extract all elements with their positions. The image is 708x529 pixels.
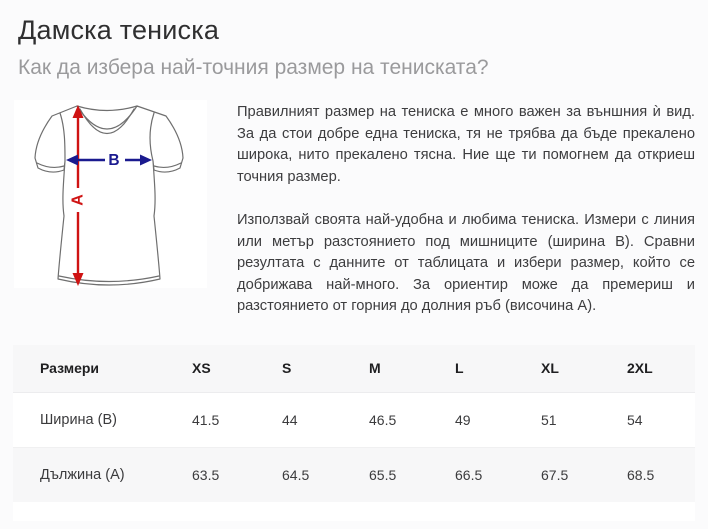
size-cell: 68.5	[627, 466, 655, 483]
table-row-length	[13, 447, 695, 502]
size-cell: 63.5	[192, 466, 220, 483]
column-header-xs: XS	[192, 360, 211, 377]
page-subtitle: Как да избера най-точния размер на тениската?	[18, 56, 489, 79]
size-cell: 44	[282, 411, 298, 428]
size-table	[13, 345, 695, 502]
column-header-2xl: 2XL	[627, 360, 653, 377]
size-cell: 66.5	[455, 466, 483, 483]
column-header-sizes: Размери	[40, 360, 100, 377]
column-header-s: S	[282, 360, 292, 377]
size-cell: 67.5	[541, 466, 569, 483]
tshirt-outline	[35, 106, 183, 285]
page-title: Дамска тениска	[18, 15, 220, 45]
tshirt-diagram	[14, 100, 207, 288]
size-cell: 46.5	[369, 411, 397, 428]
height-arrow-label: A	[69, 194, 87, 206]
intro-paragraph-2: Използвай своята най-удобна и любима тениска. Измери с линия или метър разстоянието под мишниците (ширина B). Сравни резултата с данните от таблицата и избери размер, който се добрижава най-много. За ориентир може да премериш и разстоянието от горния до долния ръб (височина A).	[237, 212, 695, 314]
row-label-length: Дължина (A)	[40, 466, 125, 483]
column-header-l: L	[455, 360, 464, 377]
column-header-m: M	[369, 360, 381, 377]
width-arrow-label: B	[108, 152, 120, 169]
size-cell: 64.5	[282, 466, 310, 483]
intro-text	[237, 100, 695, 340]
column-header-xl: XL	[541, 360, 559, 377]
table-row-width	[13, 392, 695, 447]
size-cell: 54	[627, 411, 643, 428]
size-cell: 41.5	[192, 411, 220, 428]
intro-paragraph-1: Правилният размер на тениска е много важен за външния ѝ вид. За да стои добре една тениска, тя не трябва да бъде прекалено широка, нито прекалено тясна. Ние ще ти помогнем да откриеш точния размер.	[237, 104, 695, 185]
table-bottom-spacer	[13, 502, 695, 521]
row-label-width: Ширина (B)	[40, 411, 117, 428]
size-table-panel	[13, 345, 695, 521]
size-table-header-row	[13, 345, 695, 392]
size-cell: 65.5	[369, 466, 397, 483]
tshirt-measurement-illustration	[14, 100, 207, 288]
content-row	[14, 100, 695, 340]
size-cell: 49	[455, 411, 471, 428]
size-cell: 51	[541, 411, 557, 428]
